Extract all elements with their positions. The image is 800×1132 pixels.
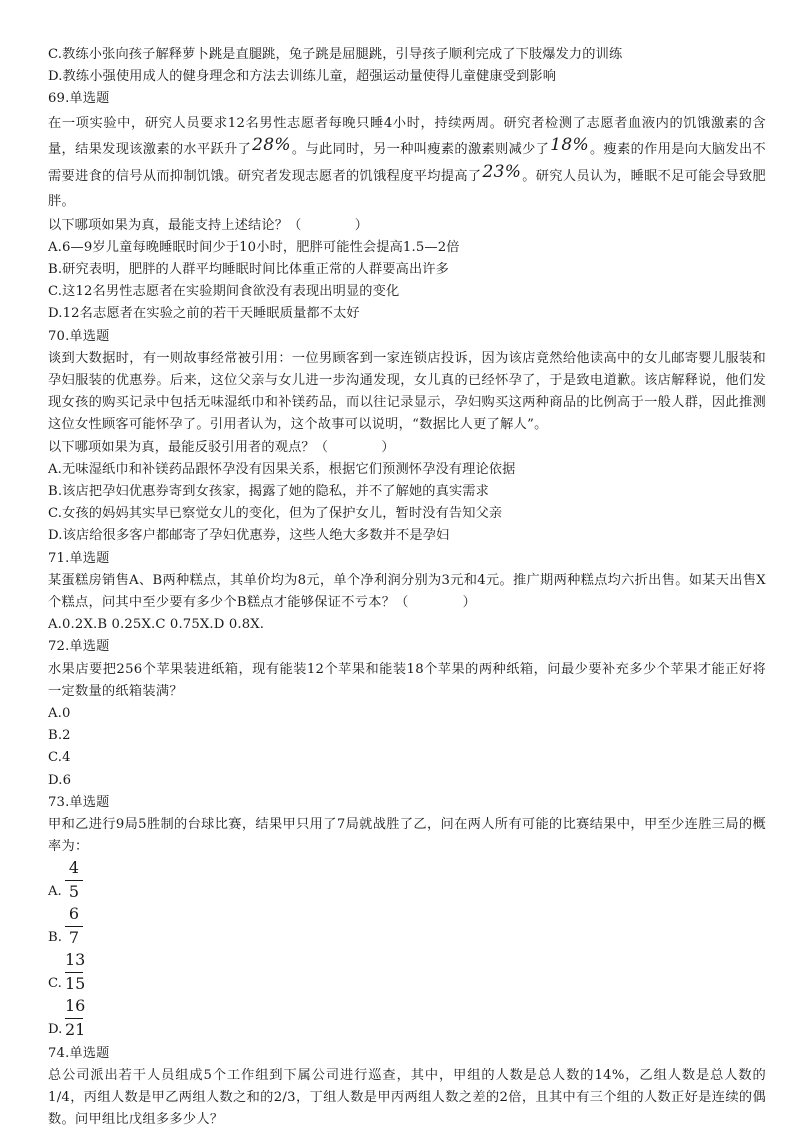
fraction-bar — [65, 972, 83, 973]
q72-option-c[interactable]: C.4 — [48, 750, 71, 766]
document-page — [48, 44, 766, 1131]
fraction-bar — [65, 926, 83, 927]
q72-header: 72.单选题 — [48, 639, 110, 655]
q69-option-c[interactable]: C.这12名男性志愿者在实验期间食欲没有表现出明显的变化 — [48, 284, 400, 300]
q73-option-b-fraction — [65, 905, 83, 949]
q74-header: 74.单选题 — [48, 1045, 110, 1061]
q73-option-b-label: B. — [48, 929, 62, 945]
q70-option-a[interactable]: A.无味湿纸巾和补镁药品跟怀孕没有因果关系，根据它们预测怀孕没有理论依据 — [48, 461, 516, 477]
q72-option-b[interactable]: B.2 — [48, 728, 71, 744]
q72-option-a[interactable]: A.0 — [48, 706, 71, 722]
q72-stem: 水果店要把256个苹果装进纸箱，现有能装12个苹果和能装18个苹果的两种纸箱，问最少要补充多少个苹果才能正好将一定数量的纸箱装满？ — [48, 661, 766, 699]
q73-option-d-fraction — [65, 995, 86, 1041]
q69-stem — [48, 111, 766, 215]
q69-stem-part-b: 。与此同时，另一种叫瘦素的激素则减少了 — [291, 142, 550, 158]
q73-option-a[interactable] — [48, 859, 766, 905]
fraction-denominator: 15 — [65, 973, 86, 993]
q73-option-c-fraction — [65, 949, 86, 995]
q69-stem-part-d: 。研究人员认为，睡眠不足可能会导致肥胖。 — [48, 168, 766, 210]
q73-option-a-label: A. — [48, 883, 62, 899]
q69-pct-ghrelin: 28% — [252, 135, 291, 156]
q73-option-b[interactable] — [48, 905, 766, 951]
q69-option-b[interactable]: B.研究表明，肥胖的人群平均睡眠时间比体重正常的人群要高出许多 — [48, 262, 449, 278]
q68-option-c: C.教练小张向孩子解释萝卜跳是直腿跳，兔子跳是屈腿跳，引导孩子顺利完成了下肢爆发力的训练 — [48, 47, 623, 62]
q73-option-c-label: C. — [48, 975, 62, 991]
q70-question: 以下哪项如果为真，最能反驳引用者的观点？（ ） — [48, 439, 395, 455]
q73-option-d[interactable] — [48, 997, 766, 1043]
q69-question: 以下哪项如果为真，最能支持上述结论？（ ） — [48, 217, 369, 233]
q69-option-a[interactable]: A.6—9岁儿童每晚睡眠时间少于10小时，肥胖可能性会提高1.5—2倍 — [48, 239, 460, 255]
q70-stem: 谈到大数据时，有一则故事经常被引用：一位男顾客到一家连锁店投诉，因为该店竟然给他读高中的女儿邮寄婴儿服装和孕妇服装的优惠券。后来，这位父亲与女儿进一步沟通发现，女儿真的已经怀孕了，于是致电道歉。该店解释说，他们发现女孩的购买记录中包括无味湿纸巾和补镁药品，而以往记录显示，孕妇购买这两种商品的比例高于一般人群，因此推测这位女性顾客可能怀孕了。引用者认为，这个故事可以说明，“数据比人更了解人”。 — [48, 350, 766, 433]
fraction-denominator: 7 — [68, 927, 80, 947]
fraction-numerator: 13 — [65, 949, 86, 969]
fraction-denominator: 21 — [65, 1019, 86, 1039]
q73-option-a-fraction — [65, 859, 83, 903]
fraction-bar — [65, 1018, 83, 1019]
q73-option-c[interactable] — [48, 951, 766, 997]
q70-option-c[interactable]: C.女孩的妈妈其实早已察觉女儿的变化，但为了保护女儿，暂时没有告知父亲 — [48, 506, 503, 522]
q69-pct-leptin: 18% — [550, 135, 589, 156]
q74-stem: 总公司派出若干人员组成5个工作组到下属公司进行巡查，其中，甲组的人数是总人数的14%，乙组人数是总人数的1/4，丙组人数是甲乙两组人数之和的2/3，丁组人数是甲丙两组人数之差的2倍，且其中有三个组的人数正好是连续的偶数。问甲组比戊组多多少人？ — [48, 1067, 766, 1128]
fraction-numerator: 6 — [68, 903, 80, 923]
q69-stem-part-a: 在一项实验中，研究人员要求12名男性志愿者每晚只睡4小时，持续两周。研究者检测了志愿者血液内的饥饿激素的含量，结果发现该激素的水平跃升了 — [48, 115, 766, 158]
q69-option-d[interactable]: D.12名志愿者在实验之前的若干天睡眠质量都不太好 — [48, 306, 360, 322]
q70-option-d[interactable]: D.该店给很多客户都邮寄了孕妇优惠券，这些人绝大多数并不是孕妇 — [48, 528, 450, 544]
fraction-bar — [65, 880, 83, 881]
q70-header: 70.单选题 — [48, 328, 110, 344]
q68-option-d: D.教练小强使用成人的健身理念和方法去训练儿童，超强运动量使得儿童健康受到影响 — [48, 69, 557, 85]
q71-options[interactable]: A.0.2X.B 0.25X.C 0.75X.D 0.8X. — [48, 617, 265, 633]
q69-pct-hunger: 23% — [482, 161, 522, 182]
q73-option-d-label: D. — [48, 1021, 63, 1037]
q73-stem: 甲和乙进行9局5胜制的台球比赛，结果甲只用了7局就战胜了乙，问在两人所有可能的比赛结果中，甲至少连胜三局的概率为： — [48, 817, 766, 855]
q72-option-d[interactable]: D.6 — [48, 772, 72, 788]
q69-stem-part-c: 。瘦素的作用是向大脑发出不需要进食的信号从而抑制饥饿。研究者发现志愿者的饥饿程度平均提高了 — [48, 142, 766, 184]
q70-option-b[interactable]: B.该店把孕妇优惠券寄到女孩家，揭露了她的隐私，并不了解她的真实需求 — [48, 484, 489, 500]
fraction-numerator: 16 — [65, 995, 86, 1015]
fraction-denominator: 5 — [68, 881, 80, 901]
q73-header: 73.单选题 — [48, 794, 110, 810]
q71-stem: 某蛋糕房销售A、B两种糕点，其单价均为8元，单个净利润分别为3元和4元。推广期两种糕点均六折出售。如某天出售X个糕点，问其中至少要有多少个B糕点才能够保证不亏本？（ ） — [48, 572, 766, 611]
q69-header: 69.单选题 — [48, 91, 110, 107]
q71-header: 71.单选题 — [48, 550, 110, 566]
fraction-numerator: 4 — [68, 857, 80, 877]
